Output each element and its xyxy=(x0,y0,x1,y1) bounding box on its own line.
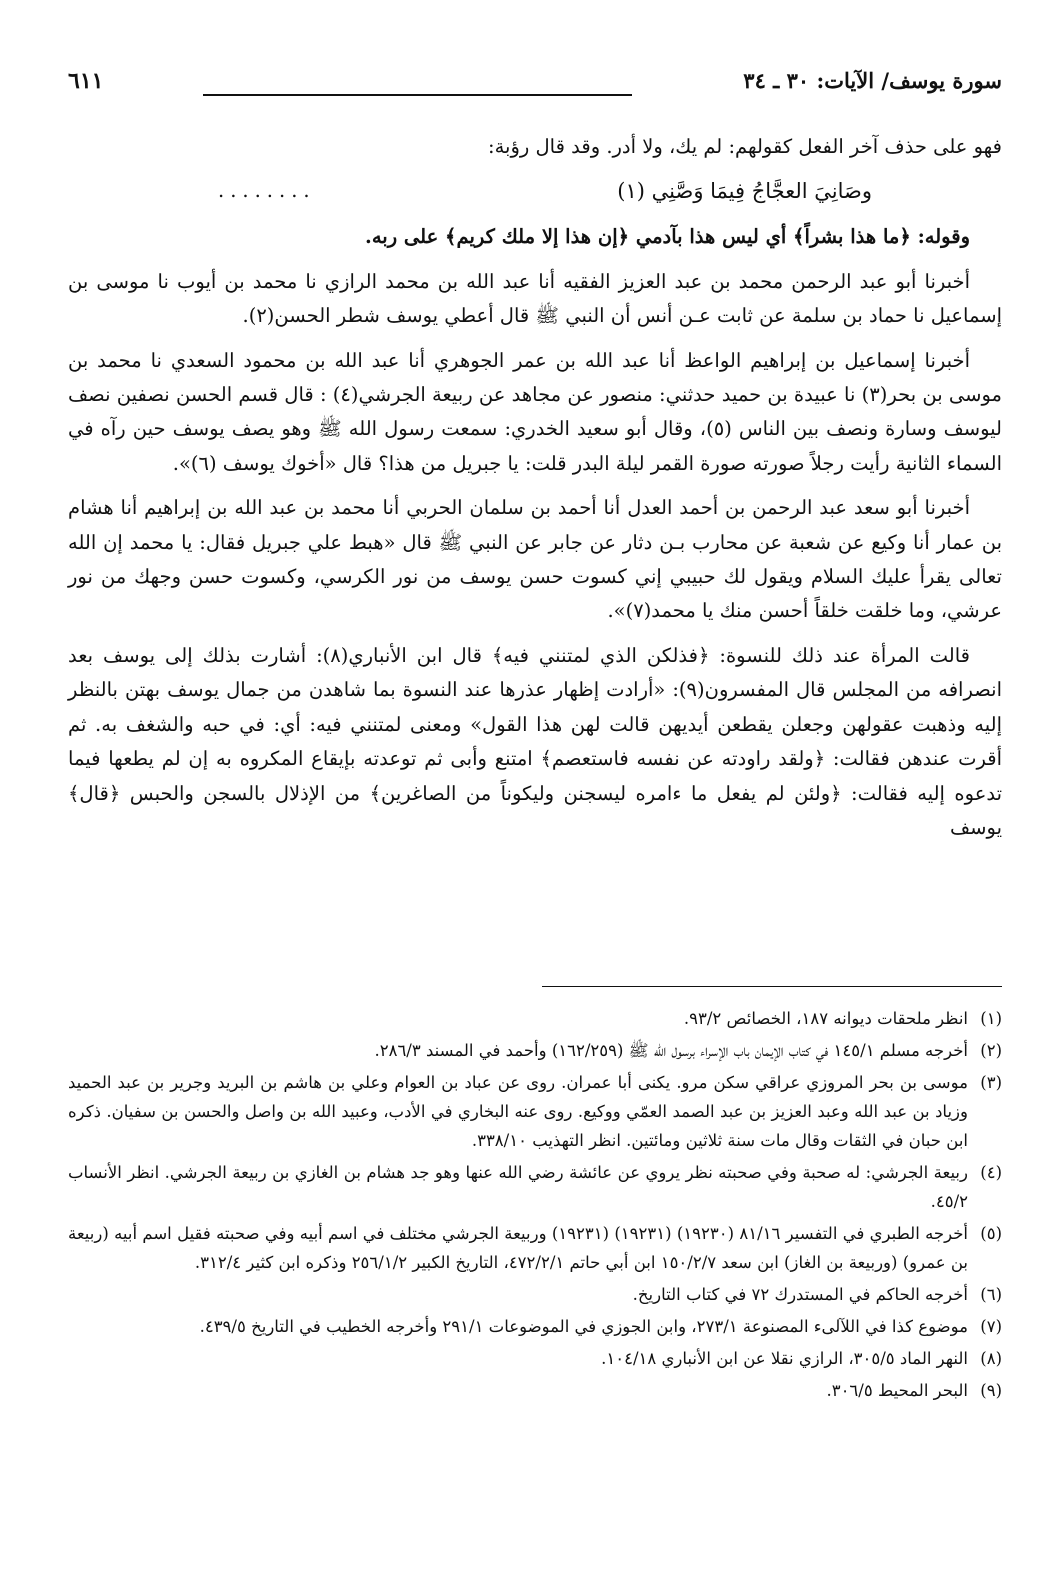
poetry-verse xyxy=(68,174,1002,214)
footnote-number: (١) xyxy=(980,1009,1002,1028)
footnote xyxy=(68,1376,1002,1405)
footnote xyxy=(68,1068,1002,1155)
footnote-text: أخرجه الطبري في التفسير ٨١/١٦ (١٩٢٣٠) (١٩٢٣١) (١٩٢٣١) وربيعة الجرشي مختلف في اسم أبيه وفي صحبته فقيل اسم أبيه (ربيعة بن عمرو) (وربيعة بن الغاز) ابن سعد ١٥٠/٢/٧ ابن أبي حاتم ٤٧٢/٢/١، التاريخ الكبير ٢٥٦/١/٢ وذكره ابن كثير ٣١٢/٤. xyxy=(68,1224,969,1272)
footnote-number: (٦) xyxy=(980,1285,1002,1304)
header-rule xyxy=(203,94,632,96)
footnote-number: (٢) xyxy=(980,1041,1002,1060)
footnote-separator xyxy=(542,986,1002,987)
footnote xyxy=(68,1219,1002,1277)
main-text xyxy=(68,130,1002,855)
paragraph-4: أخبرنا إسماعيل بن إبراهيم الواعظ أنا عبد الله بن عمر الجوهري أنا عبد الله بن محمود السعدي نا محمد بن موسى بن بحر(٣) نا عبيدة بن حميد حدثني: منصور عن مجاهد عن ربيعة الجرشي(٤) : قال قسم الحسن نصفين نصف ليوسف وسارة ونصف بين الناس (٥)، وقال أبو سعيد الخدري: سمعت رسول الله ﷺ وهو يصف يوسف حين رآه في السماء الثانية رأيت رجلاً صورته صورة القمر ليلة البدر قلت: يا جبريل من هذا؟ قال «أخوك يوسف (٦)». xyxy=(68,348,1002,475)
verse-text: وصَانِيَ العجَّاجُ فِيمَا وَصَّنِي (١) xyxy=(617,179,872,204)
footnote-number: (٥) xyxy=(980,1224,1002,1243)
footnote-number: (٣) xyxy=(980,1073,1002,1092)
footnote xyxy=(68,1312,1002,1341)
footnote-text: أخرجه مسلم ١٤٥/١ في كتاب الإيمان باب الإسراء برسول الله ﷺ (١٦٢/٢٥٩) وأحمد في المسند ٢٨٦/٣. xyxy=(374,1041,968,1060)
footnote xyxy=(68,1158,1002,1216)
footnote-text: ربيعة الجرشي: له صحبة وفي صحبته نظر يروي عن عائشة رضي الله عنها وهو جد هشام بن الغازي بن ربيعة الجرشي. انظر الأنساب ٤٥/٢. xyxy=(68,1163,968,1211)
footnote xyxy=(68,1344,1002,1373)
paragraph-1: فهو على حذف آخر الفعل كقولهم: لم يك، ولا أدر. وقد قال رؤبة: xyxy=(488,135,1002,158)
footnote xyxy=(68,1280,1002,1309)
footnote-number: (٤) xyxy=(980,1163,1002,1182)
page-number: ٦١١ xyxy=(68,68,104,94)
footnote-text: أخرجه الحاكم في المستدرك ٧٢ في كتاب التاريخ. xyxy=(632,1285,968,1304)
paragraph-2: وقوله: ﴿ما هذا بشراً﴾ أي ليس هذا بآدمي ﴿إن هذا إلا ملك كريم﴾ على ربه. xyxy=(365,225,970,249)
footnote-number: (٨) xyxy=(980,1349,1002,1368)
footnote-text: النهر الماد ٣٠٥/٥، الرازي نقلا عن ابن الأنباري ١٠٤/١٨. xyxy=(601,1349,968,1368)
footnote-number: (٧) xyxy=(980,1317,1002,1336)
running-header xyxy=(68,64,1002,104)
footnote-text: موسى بن بحر المروزي عراقي سكن مرو. يكنى أبا عمران. روى عن عباد بن العوام وعلي بن هاشم بن البريد وجرير بن عبد الحميد وزياد بن عبد الله وعبد العزيز بن عبد الصمد العمّي ووكيع. روى عنه البخاري في الأدب، وعبيد الله بن واصل والحسن بن سفيان. ذكره ابن حبان في الثقات وقال مات سنة ثلاثين ومائتين. انظر التهذيب ٣٣٨/١٠. xyxy=(68,1073,968,1150)
footnote xyxy=(68,1036,1002,1065)
footnotes xyxy=(68,1004,1002,1408)
paragraph-5: أخبرنا أبو سعد عبد الرحمن بن أحمد العدل أنا أحمد بن سلمان الحربي أنا محمد بن عبد الله بن إبراهيم أنا هشام بن عمار أنا وكيع عن شعبة عن محارب بـن دثار عن جابر عن النبي ﷺ قال «هبط علي جبريل فقال: يا محمد إن الله تعالى يقرأ عليك السلام ويقول لك حبيبي إني كسوت حسن يوسف من نور الكرسي، وكسوت حسن وجهك من نور عرشي، وما خلقت خلقاً أحسن منك يا محمد(٧)». xyxy=(68,496,1002,623)
footnote-text: موضوع كذا في اللآلىء المصنوعة ٢٧٣/١، وابن الجوزي في الموضوعات ٢٩١/١ وأخرجه الخطيب في التاريخ ٤٣٩/٥. xyxy=(199,1317,968,1336)
paragraph-6: قالت المرأة عند ذلك للنسوة: ﴿فذلكن الذي لمتنني فيه﴾ قال ابن الأنباري(٨): أشارت بذلك إلى يوسف بعد انصرافه من المجلس قال المفسرون(٩): «أرادت إظهار عذرها عند النسوة بما شاهدن من جمال يوسف بهتن بالنظر إليه وذهبت عقولهن وجعلن يقطعن أيديهن قالت لهن هذا القول» ومعنى لمتنني فيه: أي: في حبه والشغف به. ثم أقرت عندهن فقالت: ﴿ولقد راودته عن نفسه فاستعصم﴾ امتنع وأبى ثم توعدته بإيقاع المكروه به إن لم يطعها فيما تدعوه إليه فقالت: ﴿ولئن لم يفعل ما ءامره ليسجنن وليكوناً من الصاغرين﴾ من الإذلال بالسجن والحبس ﴿قال﴾ يوسف xyxy=(68,643,1002,839)
paragraph-3: أخبرنا أبو عبد الرحمن محمد بن عبد العزيز الفقيه أنا عبد الله بن محمد الرازي نا محمد بن أيوب نا موسى بن إسماعيل نا حماد بن سلمة عن ثابت عـن أنس أن النبي ﷺ قال أعطي يوسف شطر الحسن(٢). xyxy=(68,269,1002,328)
footnote-text: انظر ملحقات ديوانه ١٨٧، الخصائص ٩٣/٢. xyxy=(683,1009,968,1028)
footnote-number: (٩) xyxy=(980,1381,1002,1400)
verse-dots: ........ xyxy=(218,179,316,203)
footnote xyxy=(68,1004,1002,1033)
header-title: سورة يوسف/ الآيات: ٣٠ ـ ٣٤ xyxy=(743,68,1002,93)
footnote-text: البحر المحيط ٣٠٦/٥. xyxy=(826,1381,968,1400)
